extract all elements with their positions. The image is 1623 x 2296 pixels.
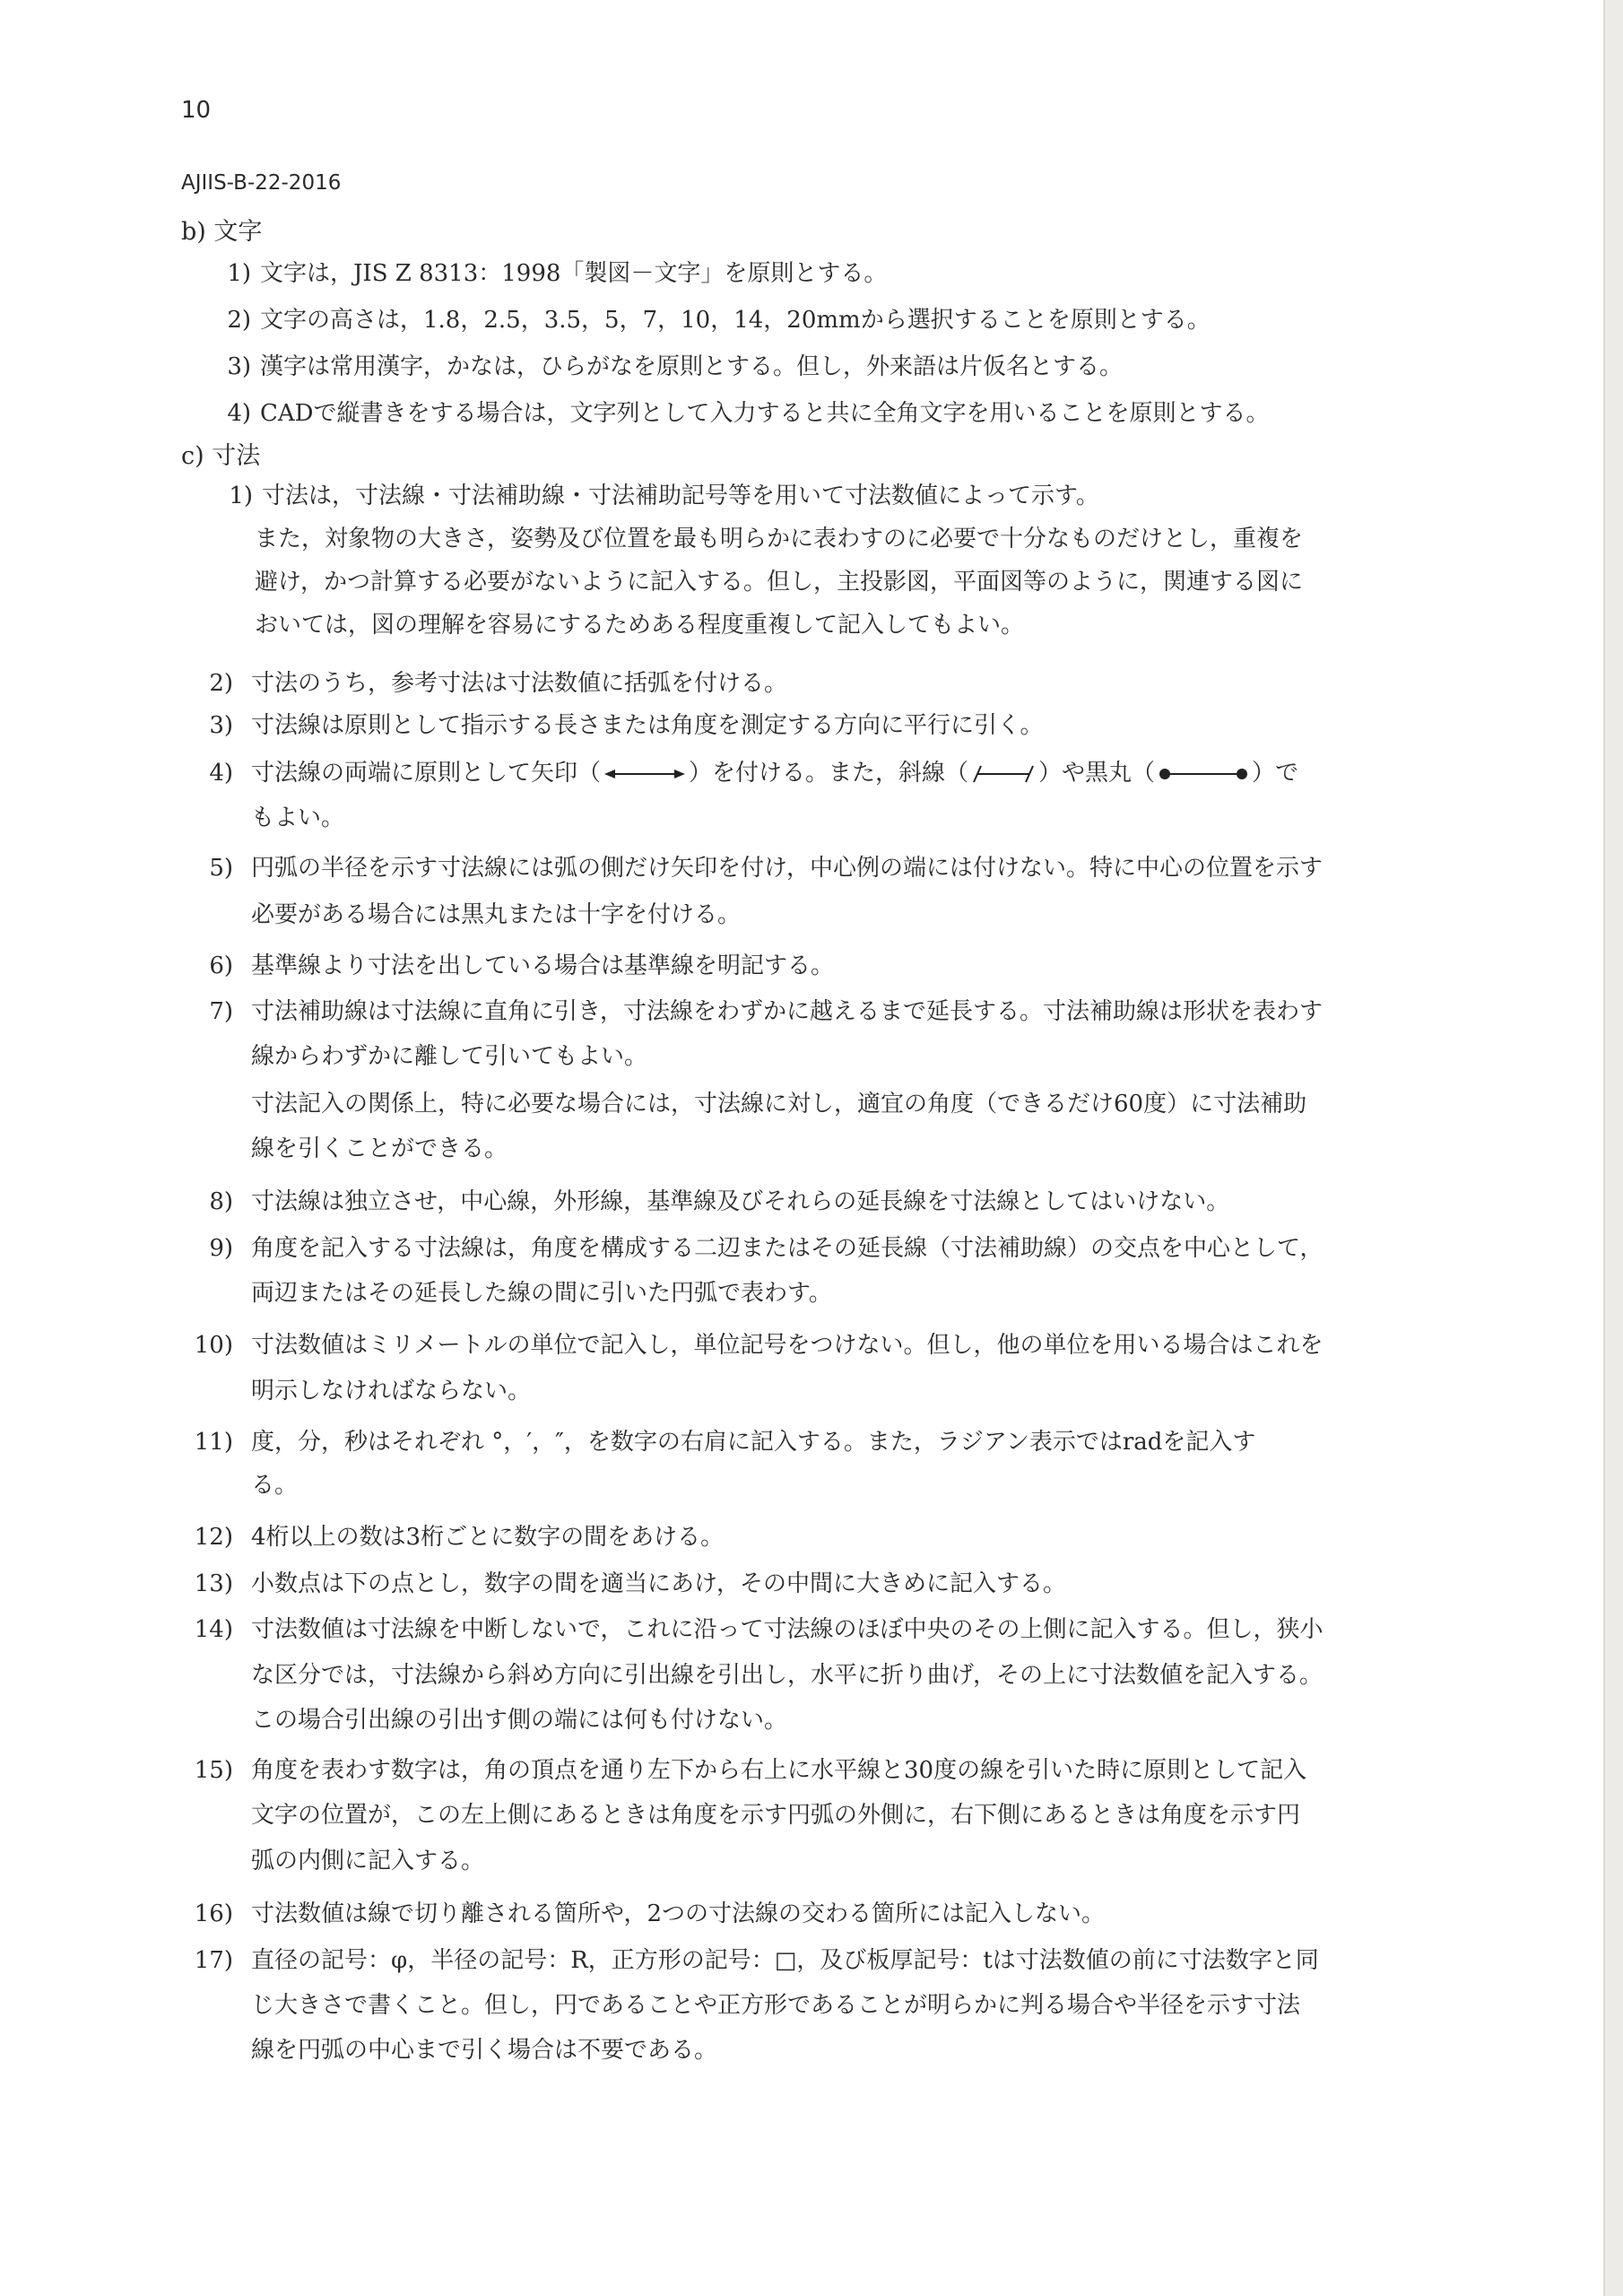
item-text-continued: 両辺またはその延長した線の間に引いた円弧で表わす。 xyxy=(251,1280,832,1307)
item-number: 14) xyxy=(194,1616,233,1643)
item-number: 2) xyxy=(209,670,233,697)
slash-terminator-symbol xyxy=(972,763,1035,785)
list-item-c-2 xyxy=(0,662,1623,705)
list-item-c-17 xyxy=(0,1939,1623,1982)
item-text-part: ）を付ける。また，斜線（ xyxy=(689,760,969,787)
item-text-continued: じ大きさで書くこと。但し，円であることや正方形であることが明らかに判る場合や半径を示す寸法 xyxy=(251,1992,1301,2019)
item-text-part: ）で xyxy=(1252,760,1299,787)
item-number: 12) xyxy=(194,1524,233,1551)
item-text: 文字は，JIS Z 8313：1998「製図－文字」を原則とする。 xyxy=(260,260,888,287)
item-number: 6) xyxy=(209,952,233,979)
item-text: 寸法数値はミリメートルの単位で記入し，単位記号をつけない。但し，他の単位を用いる場合はこれを xyxy=(251,1332,1324,1359)
list-item-c-5 xyxy=(0,847,1623,890)
item-text-continued: 避け，かつ計算する必要がないように記入する。但し，主投影図，平面図等のように，関連する図に xyxy=(255,569,1303,596)
item-text: 円弧の半径を示す寸法線には弧の側だけ矢印を付け，中心例の端には付けない。特に中心の位置を示す xyxy=(251,855,1323,882)
item-text-continued: また，対象物の大きさ，姿勢及び位置を最も明らかに表わすのに必要で十分なものだけとし，重複を xyxy=(255,526,1303,552)
item-text-continued: る。 xyxy=(251,1472,299,1499)
item-number: 9) xyxy=(209,1235,233,1262)
page-number: 10 xyxy=(181,97,212,124)
item-text: 度，分，秒はそれぞれ °，′，″，を数字の右肩に記入する。また，ラジアン表示ではradを記入す xyxy=(251,1429,1256,1456)
list-item-c-3 xyxy=(0,704,1623,747)
item-number: 1) xyxy=(229,483,253,509)
item-text-continued: 弧の内側に記入する。 xyxy=(251,1848,485,1874)
item-text: 寸法数値は寸法線を中断しないで，これに沿って寸法線のほぼ中央のその上側に記入する。但し，狭小 xyxy=(251,1616,1324,1643)
list-item-c-14 xyxy=(0,1608,1623,1651)
item-text-part: 寸法線の両端に原則として矢印（ xyxy=(251,760,602,787)
item-text xyxy=(251,752,1408,795)
item-text-continued: この場合引出線の引出す側の端には何も付けない。 xyxy=(251,1707,788,1734)
list-item-b-1 xyxy=(0,252,1623,295)
item-number: 3) xyxy=(227,353,251,380)
list-item-b-3 xyxy=(0,345,1623,388)
item-text: CADで縦書きをする場合は，文字列として入力すると共に全角文字を用いることを原則とする。 xyxy=(260,400,1270,427)
item-text: 寸法数値は線で切り離される箇所や，2つの寸法線の交わる箇所には記入しない。 xyxy=(251,1900,1106,1927)
list-item-c-7 xyxy=(0,990,1623,1033)
item-text: 4桁以上の数は3桁ごとに数字の間をあける。 xyxy=(251,1524,725,1551)
list-item-c-8 xyxy=(0,1180,1623,1223)
item-text: 寸法補助線は寸法線に直角に引き，寸法線をわずかに越えるまで延長する。寸法補助線は形状を表わす xyxy=(251,998,1323,1025)
item-text-part: ）や黒丸（ xyxy=(1038,760,1156,787)
item-text: 直径の記号：φ，半径の記号：R，正方形の記号：□，及び板厚記号：tは寸法数値の前に寸法数字と同 xyxy=(251,1947,1319,1974)
item-text-continued: 寸法記入の関係上，特に必要な場合には，寸法線に対し，適宜の角度（できるだけ60度）に寸法補助 xyxy=(251,1091,1307,1118)
item-text-continued: 線を円弧の中心まで引く場合は不要である。 xyxy=(251,2037,718,2064)
section-c-title: c) 寸法 xyxy=(181,442,261,470)
list-item-c-13 xyxy=(0,1562,1623,1605)
item-number: 17) xyxy=(194,1947,233,1974)
item-text: 小数点は下の点とし，数字の間を適当にあけ，その中間に大きめに記入する。 xyxy=(251,1570,1066,1597)
item-number: 15) xyxy=(194,1757,233,1784)
item-number: 3) xyxy=(209,712,233,739)
item-number: 11) xyxy=(194,1429,233,1456)
item-number: 2) xyxy=(227,307,251,334)
item-text-continued: 線を引くことができる。 xyxy=(251,1135,508,1162)
item-text: 角度を記入する寸法線は，角度を構成する二辺またはその延長線（寸法補助線）の交点を中心として， xyxy=(251,1235,1324,1262)
item-text: 寸法のうち，参考寸法は寸法数値に括弧を付ける。 xyxy=(251,670,788,697)
list-item-b-2 xyxy=(0,299,1623,342)
list-item-c-12 xyxy=(0,1516,1623,1559)
list-item-b-4 xyxy=(0,392,1623,435)
list-item-c-15 xyxy=(0,1749,1623,1792)
section-b-title: b) 文字 xyxy=(181,218,263,246)
list-item-c-10 xyxy=(0,1324,1623,1367)
item-text-continued: 明示しなければならない。 xyxy=(251,1378,532,1405)
item-number: 13) xyxy=(194,1570,233,1597)
list-item-c-16 xyxy=(0,1892,1623,1935)
item-text: 寸法は，寸法線・寸法補助線・寸法補助記号等を用いて寸法数値によって示す。 xyxy=(262,483,1099,509)
item-number: 4) xyxy=(227,400,251,427)
item-text: 寸法線は独立させ，中心線，外形線，基準線及びそれらの延長線を寸法線としてはいけない。 xyxy=(251,1188,1230,1215)
item-number: 7) xyxy=(209,998,233,1025)
item-number: 8) xyxy=(209,1188,233,1215)
item-number: 16) xyxy=(194,1900,233,1927)
document-code: AJIIS-B-22-2016 xyxy=(181,171,342,195)
item-text: 寸法線は原則として指示する長さまたは角度を測定する方向に平行に引く。 xyxy=(251,712,1044,739)
list-item-c-6 xyxy=(0,944,1623,987)
item-text: 基準線より寸法を出している場合は基準線を明記する。 xyxy=(251,952,835,979)
item-text-continued: 必要がある場合には黒丸または十字を付ける。 xyxy=(251,901,742,928)
item-text-continued: おいては，図の理解を容易にするためある程度重複して記入してもよい。 xyxy=(255,612,1025,639)
item-number: 5) xyxy=(209,855,233,882)
double-arrow-symbol xyxy=(604,765,685,783)
item-number: 4) xyxy=(209,760,233,787)
item-text-continued: 文字の位置が，この左上側にあるときは角度を示す円弧の外側に，右下側にあるときは角度を示す円 xyxy=(251,1802,1301,1829)
item-text-continued: もよい。 xyxy=(251,804,345,831)
item-text-continued: な区分では，寸法線から斜め方向に引出線を引出し，水平に折り曲げ，その上に寸法数値を記入する。 xyxy=(251,1662,1323,1689)
list-item-c-9 xyxy=(0,1227,1623,1270)
item-text: 角度を表わす数字は，角の頂点を通り左下から右上に水平線と30度の線を引いた時に原則として記入 xyxy=(251,1757,1307,1784)
item-text: 文字の高さは，1.8，2.5，3.5，5，7，10，14，20mmから選択することを原則とする。 xyxy=(260,307,1211,334)
list-item-c-11 xyxy=(0,1421,1623,1464)
list-item-c-1 xyxy=(0,474,1623,517)
black-dot-terminator-symbol xyxy=(1159,765,1248,783)
list-item-c-4 xyxy=(0,752,1623,795)
item-number: 10) xyxy=(194,1332,233,1359)
item-text: 漢字は常用漢字，かなは，ひらがなを原則とする。但し，外来語は片仮名とする。 xyxy=(260,353,1124,380)
item-text-continued: 線からわずかに離して引いてもよい。 xyxy=(251,1043,648,1070)
item-number: 1) xyxy=(227,260,251,287)
